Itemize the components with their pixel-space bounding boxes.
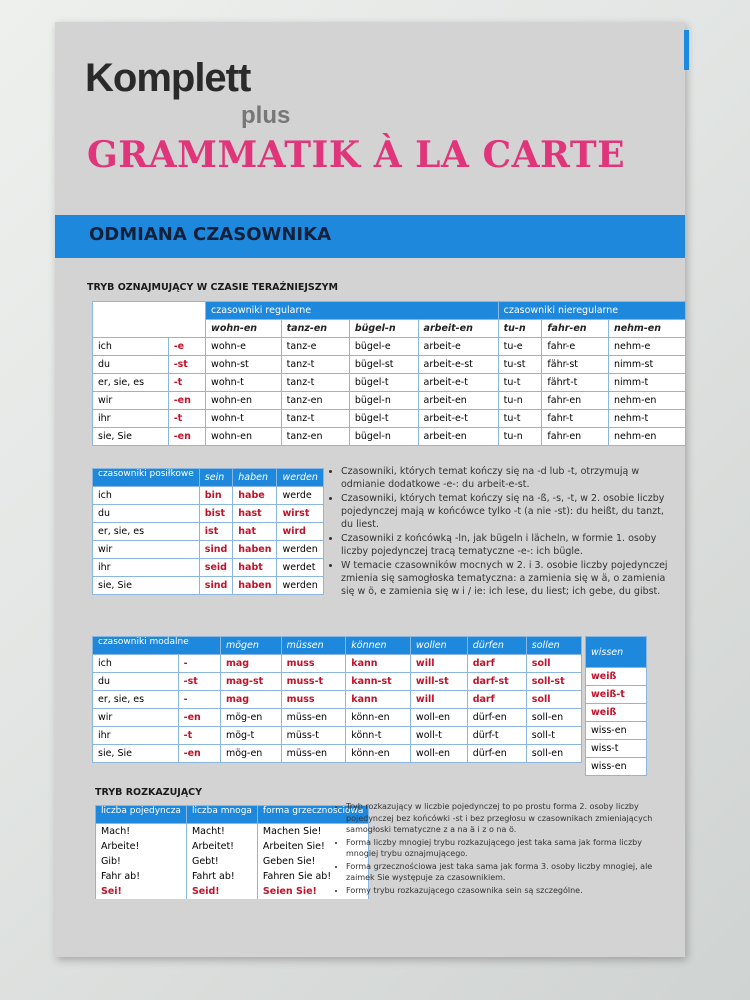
aux-cell: wir bbox=[93, 541, 200, 559]
form-cell: arbeit-e-t bbox=[418, 374, 498, 392]
form-cell: arbeit-en bbox=[418, 392, 498, 410]
form-cell: bügel-e bbox=[349, 338, 418, 356]
modal-form-cell: könn-t bbox=[346, 727, 411, 745]
aux-cell: ich bbox=[93, 487, 200, 505]
modal-form-cell: kann bbox=[346, 691, 411, 709]
imp-row bbox=[96, 839, 369, 854]
present-heading: TRYB OZNAJMUJĄCY W CZASIE TERAŹNIEJSZYM bbox=[87, 282, 338, 293]
aux-cell: werde bbox=[277, 487, 323, 505]
aux-cell: haben bbox=[233, 541, 277, 559]
person-cell: du bbox=[93, 356, 169, 374]
modal-form-cell: darf-st bbox=[467, 673, 526, 691]
form-cell: nimm-st bbox=[608, 356, 685, 374]
aux-cell: seid bbox=[199, 559, 232, 577]
modal-row bbox=[93, 745, 582, 763]
wissen-cell: wiss-t bbox=[586, 740, 647, 758]
imp-cell: Gebt! bbox=[186, 854, 257, 869]
wissen-row bbox=[586, 758, 647, 776]
imp-row bbox=[96, 824, 369, 840]
form-cell: wohn-e bbox=[206, 338, 282, 356]
form-cell: bügel-st bbox=[349, 356, 418, 374]
form-cell: nehm-t bbox=[608, 410, 685, 428]
verb-header-cell: tu-n bbox=[498, 320, 542, 338]
form-cell: tanz-t bbox=[281, 410, 349, 428]
imp-row bbox=[96, 869, 369, 884]
ending-cell: -t bbox=[168, 410, 205, 428]
person-cell: er, sie, es bbox=[93, 691, 179, 709]
aux-cell: sind bbox=[199, 577, 232, 595]
imp-cell: Seid! bbox=[186, 884, 257, 899]
note-item: • Formy trybu rozkazującego czasownika sein są szczególne. bbox=[346, 885, 666, 897]
aux-row bbox=[93, 541, 324, 559]
modal-form-cell: mag-st bbox=[220, 673, 281, 691]
modal-form-cell: mög-en bbox=[220, 709, 281, 727]
verb-header-cell: fahr-en bbox=[542, 320, 609, 338]
modal-verbs-table bbox=[92, 636, 582, 763]
aux-cell: habe bbox=[233, 487, 277, 505]
person-cell: sie, Sie bbox=[93, 428, 169, 446]
form-cell: tanz-en bbox=[281, 392, 349, 410]
group-irregular-header: czasowniki nieregularne bbox=[498, 302, 685, 320]
aux-cell: ist bbox=[199, 523, 232, 541]
modal-row bbox=[93, 655, 582, 673]
grammar-poster bbox=[55, 22, 685, 957]
imp-cell: Seien Sie! bbox=[257, 884, 368, 899]
form-cell: nehm-en bbox=[608, 392, 685, 410]
aux-header-cell: sein bbox=[199, 469, 232, 487]
notes-present bbox=[327, 465, 671, 599]
aux-cell: er, sie, es bbox=[93, 523, 200, 541]
modal-form-cell: darf bbox=[467, 655, 526, 673]
imp-header-row bbox=[96, 806, 369, 824]
wissen-row bbox=[586, 704, 647, 722]
wissen-cell: weiß bbox=[586, 668, 647, 686]
wissen-row bbox=[586, 722, 647, 740]
form-cell: tanz-e bbox=[281, 338, 349, 356]
form-cell: wohn-en bbox=[206, 392, 282, 410]
ending-cell: -en bbox=[168, 428, 205, 446]
form-cell: wohn-t bbox=[206, 410, 282, 428]
modal-header-cell: dürfen bbox=[467, 637, 526, 655]
form-cell: tu-t bbox=[498, 410, 542, 428]
form-cell: fahr-en bbox=[542, 392, 609, 410]
auxiliary-verbs-table bbox=[92, 468, 324, 595]
ending-cell: -en bbox=[178, 709, 220, 727]
modal-form-cell: will bbox=[410, 655, 467, 673]
note-item: • Forma liczby mnogiej trybu rozkazującego jest taka sama jak forma liczby mnogiej trybu oznajmującego. bbox=[346, 837, 666, 860]
wissen-table bbox=[585, 636, 647, 776]
modal-form-cell: könn-en bbox=[346, 745, 411, 763]
wissen-row bbox=[586, 668, 647, 686]
form-cell: nehm-en bbox=[608, 428, 685, 446]
imp-row bbox=[96, 854, 369, 869]
aux-cell: hast bbox=[233, 505, 277, 523]
ending-cell: -en bbox=[168, 392, 205, 410]
imperative-table bbox=[95, 805, 369, 899]
wissen-row bbox=[586, 686, 647, 704]
modal-form-cell: dürf-en bbox=[467, 709, 526, 727]
verb-header-cell: bügel-n bbox=[349, 320, 418, 338]
modal-row bbox=[93, 673, 582, 691]
aux-header-cell: czasowniki posiłkowe bbox=[93, 469, 200, 487]
imp-header-cell: liczba pojedyncza bbox=[96, 806, 187, 824]
aux-cell: wirst bbox=[277, 505, 323, 523]
aux-cell: habt bbox=[233, 559, 277, 577]
ending-cell: -st bbox=[168, 356, 205, 374]
person-cell: ich bbox=[93, 338, 169, 356]
form-cell: tanz-en bbox=[281, 428, 349, 446]
form-cell: fahr-e bbox=[542, 338, 609, 356]
imp-cell: Gib! bbox=[96, 854, 187, 869]
wissen-header-cell: wissen bbox=[586, 637, 647, 668]
imperative-heading: TRYB ROZKAZUJĄCY bbox=[95, 787, 203, 798]
section-bar bbox=[55, 215, 685, 258]
modal-form-cell: mög-t bbox=[220, 727, 281, 745]
modal-form-cell: mag bbox=[220, 655, 281, 673]
verb-header-cell: tanz-en bbox=[281, 320, 349, 338]
aux-row bbox=[93, 577, 324, 595]
form-cell: bügel-n bbox=[349, 392, 418, 410]
form-cell: wohn-st bbox=[206, 356, 282, 374]
modal-form-cell: soll bbox=[526, 691, 581, 709]
conjugation-row bbox=[93, 392, 686, 410]
verb-header-cell: nehm-en bbox=[608, 320, 685, 338]
ending-cell: -t bbox=[168, 374, 205, 392]
modal-header-row bbox=[93, 637, 582, 655]
conjugation-row bbox=[93, 356, 686, 374]
person-cell: er, sie, es bbox=[93, 374, 169, 392]
wissen-cell: wiss-en bbox=[586, 758, 647, 776]
modal-header-cell: sollen bbox=[526, 637, 581, 655]
modal-form-cell: soll-t bbox=[526, 727, 581, 745]
form-cell: wohn-t bbox=[206, 374, 282, 392]
aux-row bbox=[93, 523, 324, 541]
imp-cell: Mach! bbox=[96, 824, 187, 840]
aux-header-cell: werden bbox=[277, 469, 323, 487]
corner-cell bbox=[93, 302, 206, 338]
form-cell: tu-e bbox=[498, 338, 542, 356]
note-item: • Czasowniki, których temat kończy się na -d lub -t, otrzymują w odmianie dodatkowe -e-: du arbeit-e-st. bbox=[341, 465, 671, 491]
wissen-row bbox=[586, 740, 647, 758]
modal-form-cell: soll-en bbox=[526, 709, 581, 727]
notes-imperative bbox=[332, 801, 666, 897]
form-cell: tu-n bbox=[498, 392, 542, 410]
ending-cell: -en bbox=[178, 745, 220, 763]
person-cell: sie, Sie bbox=[93, 745, 179, 763]
form-cell: bügel-t bbox=[349, 374, 418, 392]
imp-cell: Machen Sie! bbox=[257, 824, 368, 840]
modal-header-cell: können bbox=[346, 637, 411, 655]
modal-form-cell: muss bbox=[281, 655, 346, 673]
modal-form-cell: kann bbox=[346, 655, 411, 673]
modal-form-cell: mög-en bbox=[220, 745, 281, 763]
form-cell: arbeit-e bbox=[418, 338, 498, 356]
ending-cell: -t bbox=[178, 727, 220, 745]
form-cell: nehm-e bbox=[608, 338, 685, 356]
conjugation-row bbox=[93, 428, 686, 446]
modal-form-cell: darf bbox=[467, 691, 526, 709]
form-cell: arbeit-e-st bbox=[418, 356, 498, 374]
modal-row bbox=[93, 709, 582, 727]
form-cell: arbeit-en bbox=[418, 428, 498, 446]
modal-header-cell: wollen bbox=[410, 637, 467, 655]
aux-cell: werden bbox=[277, 541, 323, 559]
modal-form-cell: dürf-en bbox=[467, 745, 526, 763]
imp-row bbox=[96, 884, 369, 899]
form-cell: fahr-t bbox=[542, 410, 609, 428]
modal-form-cell: dürf-t bbox=[467, 727, 526, 745]
person-cell: ich bbox=[93, 655, 179, 673]
modal-form-cell: woll-en bbox=[410, 745, 467, 763]
ending-cell: - bbox=[178, 691, 220, 709]
person-cell: ihr bbox=[93, 410, 169, 428]
aux-cell: du bbox=[93, 505, 200, 523]
modal-row bbox=[93, 691, 582, 709]
ending-cell: - bbox=[178, 655, 220, 673]
aux-row bbox=[93, 505, 324, 523]
aux-cell: bin bbox=[199, 487, 232, 505]
imp-cell: Macht! bbox=[186, 824, 257, 840]
modal-form-cell: müss-en bbox=[281, 745, 346, 763]
form-cell: bügel-n bbox=[349, 428, 418, 446]
form-cell: tu-st bbox=[498, 356, 542, 374]
form-cell: nimm-t bbox=[608, 374, 685, 392]
form-cell: arbeit-e-t bbox=[418, 410, 498, 428]
conjugation-row bbox=[93, 410, 686, 428]
person-cell: du bbox=[93, 673, 179, 691]
imp-cell: Geben Sie! bbox=[257, 854, 368, 869]
ending-cell: -st bbox=[178, 673, 220, 691]
person-cell: ihr bbox=[93, 727, 179, 745]
modal-form-cell: soll-en bbox=[526, 745, 581, 763]
aux-row bbox=[93, 559, 324, 577]
person-cell: wir bbox=[93, 392, 169, 410]
aux-cell: werdet bbox=[277, 559, 323, 577]
form-cell: fähr-st bbox=[542, 356, 609, 374]
group-regular-header: czasowniki regularne bbox=[206, 302, 499, 320]
verb-header-cell: arbeit-en bbox=[418, 320, 498, 338]
imp-cell: Fahren Sie ab! bbox=[257, 869, 368, 884]
aux-row bbox=[93, 487, 324, 505]
modal-form-cell: will-st bbox=[410, 673, 467, 691]
form-cell: fahr-en bbox=[542, 428, 609, 446]
aux-cell: wird bbox=[277, 523, 323, 541]
imp-cell: Arbeite! bbox=[96, 839, 187, 854]
aux-cell: sind bbox=[199, 541, 232, 559]
aux-cell: sie, Sie bbox=[93, 577, 200, 595]
note-item: • Forma grzecznościowa jest taka sama jak forma 3. osoby liczby mnogiej, ale zaimek Sie występuje za czasownikiem. bbox=[346, 861, 666, 884]
wissen-header-row bbox=[586, 637, 647, 668]
modal-form-cell: könn-en bbox=[346, 709, 411, 727]
form-cell: tu-t bbox=[498, 374, 542, 392]
note-item: • W temacie czasowników mocnych w 2. i 3. osobie liczby pojedynczej zmienia się samogłoska tematyczna: a zamienia się w ä, o zamienia się w ö, e zamienia się w i / ie: ich lese, du liest; ich gebe, du gibst. bbox=[341, 559, 671, 598]
modal-form-cell: soll-st bbox=[526, 673, 581, 691]
aux-cell: ihr bbox=[93, 559, 200, 577]
modal-header-cell: mögen bbox=[220, 637, 281, 655]
modal-form-cell: mag bbox=[220, 691, 281, 709]
poster-edge bbox=[684, 30, 689, 70]
note-item: • Tryb rozkazujący w liczbie pojedynczej to po prostu forma 2. osoby liczby pojedynczej bez końcówki -st i bez przegłosu w czasownikach zmieniających samogłoski tematyczne z a na ä i z o na ö. bbox=[346, 801, 666, 836]
modal-form-cell: müss-en bbox=[281, 709, 346, 727]
conjugation-row bbox=[93, 374, 686, 392]
form-cell: fährt-t bbox=[542, 374, 609, 392]
imp-cell: Fahrt ab! bbox=[186, 869, 257, 884]
group-header-row bbox=[93, 302, 686, 320]
aux-header-row bbox=[93, 469, 324, 487]
modal-form-cell: muss bbox=[281, 691, 346, 709]
form-cell: tanz-t bbox=[281, 374, 349, 392]
aux-header-cell: haben bbox=[233, 469, 277, 487]
present-tense-table bbox=[92, 301, 686, 446]
form-cell: wohn-en bbox=[206, 428, 282, 446]
wissen-cell: weiß bbox=[586, 704, 647, 722]
modal-form-cell: will bbox=[410, 691, 467, 709]
modal-header-cell: müssen bbox=[281, 637, 346, 655]
aux-cell: haben bbox=[233, 577, 277, 595]
imp-cell: Fahr ab! bbox=[96, 869, 187, 884]
aux-cell: bist bbox=[199, 505, 232, 523]
form-cell: bügel-t bbox=[349, 410, 418, 428]
form-cell: tanz-t bbox=[281, 356, 349, 374]
modal-form-cell: kann-st bbox=[346, 673, 411, 691]
modal-form-cell: woll-en bbox=[410, 709, 467, 727]
form-cell: tu-n bbox=[498, 428, 542, 446]
conjugation-row bbox=[93, 338, 686, 356]
wissen-cell: weiß-t bbox=[586, 686, 647, 704]
imp-cell: Arbeiten Sie! bbox=[257, 839, 368, 854]
modal-form-cell: soll bbox=[526, 655, 581, 673]
modal-row bbox=[93, 727, 582, 745]
section-title: ODMIANA CZASOWNIKA bbox=[89, 224, 331, 245]
logo-plus: plus bbox=[241, 102, 291, 129]
imp-cell: Sei! bbox=[96, 884, 187, 899]
aux-cell: hat bbox=[233, 523, 277, 541]
logo: Komplett bbox=[85, 56, 251, 100]
imp-cell: Arbeitet! bbox=[186, 839, 257, 854]
verb-header-cell: wohn-en bbox=[206, 320, 282, 338]
modal-form-cell: müss-t bbox=[281, 727, 346, 745]
imp-header-cell: liczba mnoga bbox=[186, 806, 257, 824]
aux-cell: werden bbox=[277, 577, 323, 595]
poster-title: GRAMMATIK À LA CARTE bbox=[87, 134, 626, 176]
ending-cell: -e bbox=[168, 338, 205, 356]
wissen-cell: wiss-en bbox=[586, 722, 647, 740]
note-item: • Czasowniki, których temat kończy się na -ß, -s, -t, w 2. osobie liczby pojedynczej mają w końcówce tylko -t (a nie -st): du heißt, du tanzt, du liest. bbox=[341, 492, 671, 531]
person-cell: wir bbox=[93, 709, 179, 727]
modal-header-cell: czasowniki modalne bbox=[93, 637, 221, 655]
note-item: • Czasowniki z końcówką -ln, jak bügeln i lächeln, w formie 1. osoby liczby pojedynczej tracą tematyczne -e-: ich bügle. bbox=[341, 532, 671, 558]
modal-form-cell: woll-t bbox=[410, 727, 467, 745]
imp-header-cell: forma grzecznościowa bbox=[257, 806, 368, 824]
modal-form-cell: muss-t bbox=[281, 673, 346, 691]
